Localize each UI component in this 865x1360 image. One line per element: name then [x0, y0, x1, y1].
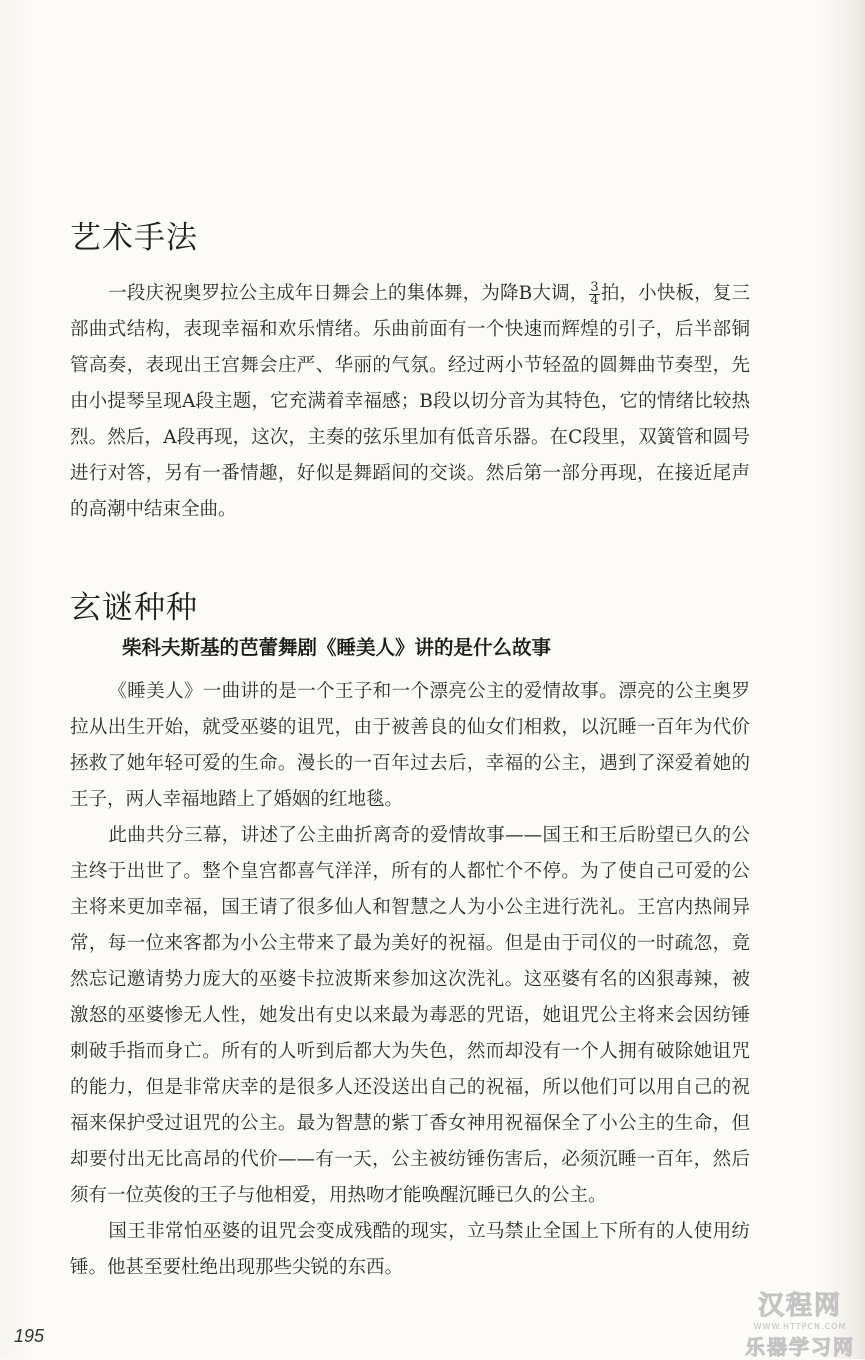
- section-title-mysteries: 玄谜种种: [70, 590, 198, 626]
- watermark-subtitle: 乐器学习网: [745, 1335, 855, 1359]
- paragraph-text: 此曲共分三幕，讲述了公主曲折离奇的爱情故事——国王和王后盼望已久的公主终于出世了。整个皇宫都喜气洋洋，所有的人都忙个不停。为了使自己可爱的公主将来更加幸福，国王请了很多仙人和智慧之人为小公主进行洗礼。王宫内热闹异常，每一位来客都为小公主带来了最为美好的祝福。但是由于司仪的一时疏忽，竟然忘记邀请势力庞大的巫婆卡拉波斯来参加这次洗礼。这巫婆有名的凶狠毒辣，被激怒的巫婆惨无人性，她发出有史以来最为毒恶的咒语，她诅咒公主将来会因纺锤刺破手指而身亡。所有的人听到后都大为失色，然而却没有一个人拥有破除她诅咒的能力，但是非常庆幸的是很多人还没送出自己的祝福，所以他们可以用自己的祝福来保护受过诅咒的公主。最为智慧的紫丁香女神用祝福保全了小公主的生命，但却要付出无比高昂的代价——有一天，公主被纺锤伤害后，必须沉睡一百年，然后须有一位英俊的王子与他相爱，用热吻才能唤醒沉睡已久的公主。: [70, 825, 750, 1206]
- watermark-url: WWW.HTTPCN.COM: [753, 1322, 847, 1331]
- question-subheading: 柴科夫斯基的芭蕾舞剧《睡美人》讲的是什么故事: [122, 636, 552, 659]
- paragraph-text: 国王非常怕巫婆的诅咒会变成残酷的现实，立马禁止全国上下所有的人使用纺锤。他甚至要杜绝出现那些尖锐的东西。: [70, 1221, 750, 1278]
- story-paragraph-2: [70, 818, 750, 1214]
- section-title-artistic-technique: 艺术手法: [70, 220, 198, 256]
- paragraph-text-part2: 拍，小快板，复三部曲式结构，表现幸福和欢乐情绪。乐曲前面有一个快速而辉煌的引子，后半部铜管高奏，表现出王宫舞会庄严、华丽的气氛。经过两小节轻盈的圆舞曲节奏型，先由小提琴呈现A段主题，它充满着幸福感；B段以切分音为其特色，它的情绪比较热烈。然后，A段再现，这次，主奏的弦乐里加有低音乐器。在C段里，双簧管和圆号进行对答，另有一番情趣，好似是舞蹈间的交谈。然后第一部分再现，在接近尾声的高潮中结束全曲。: [70, 283, 750, 520]
- time-signature-fraction: [589, 279, 599, 308]
- paragraph-text-part1: 一段庆祝奥罗拉公主成年日舞会上的集体舞，为降B大调，: [108, 283, 589, 304]
- page-number: 195: [14, 1326, 45, 1346]
- fraction-denominator: 4: [590, 292, 599, 308]
- watermark-title: 汉程网: [757, 1291, 842, 1321]
- story-paragraph-1: [70, 674, 750, 818]
- story-paragraph-3: [70, 1214, 750, 1286]
- paragraph-text: 《睡美人》一曲讲的是一个王子和一个漂亮公主的爱情故事。漂亮的公主奥罗拉从出生开始，就受巫婆的诅咒，由于被善良的仙女们相救，以沉睡一百年为代价拯救了她年轻可爱的生命。漫长的一百年过去后，幸福的公主，遇到了深爱着她的王子，两人幸福地踏上了婚姻的红地毯。: [70, 681, 750, 810]
- fraction-numerator: 3: [590, 279, 599, 295]
- watermark-logo: [740, 1285, 860, 1359]
- paragraph-artistic-technique: [70, 276, 750, 528]
